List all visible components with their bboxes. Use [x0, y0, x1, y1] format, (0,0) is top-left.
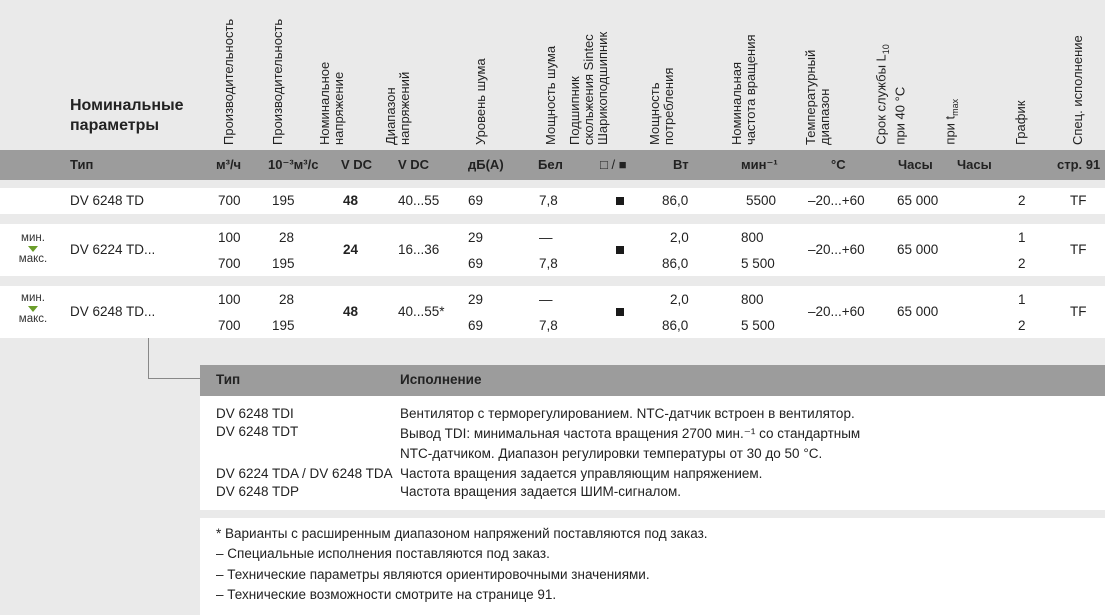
col-header-power: Мощность потребления	[647, 67, 676, 145]
cell-noise-level-max: 69	[468, 256, 484, 271]
cell-voltage-range: 40...55*	[398, 304, 445, 319]
cell-speed-min: 800	[741, 292, 764, 307]
cell-noise-level-min: 29	[468, 230, 484, 245]
cell-bearing	[616, 304, 624, 319]
col-header-flow-m3h: Производительность	[221, 18, 236, 145]
cell-power: 86,0	[662, 193, 689, 208]
unit-flow-m3h: м³/ч	[216, 157, 242, 172]
min-max-indicator: мин. макс.	[18, 232, 48, 265]
cell-temp: –20...+60	[808, 193, 865, 208]
unit-special: стр. 91	[1057, 157, 1101, 172]
col-header-special: Спец. исполнение	[1070, 35, 1085, 145]
unit-bearing: □ / ■	[600, 157, 627, 172]
col-header-noise-power: Мощность шума	[543, 45, 558, 145]
unit-type: Тип	[70, 157, 94, 172]
cell-noise-level: 69	[468, 193, 484, 208]
variants-header-type: Тип	[216, 372, 241, 387]
col-header-voltage-nom: Номинальное напряжение	[317, 61, 346, 145]
cell-speed-min: 800	[741, 230, 764, 245]
cell-noise-level-min: 29	[468, 292, 484, 307]
cell-noise-power-min: —	[539, 292, 553, 307]
unit-temp: °C	[831, 157, 846, 172]
ball-bearing-icon	[616, 246, 624, 254]
cell-speed-max: 5 500	[741, 318, 775, 333]
cell-flow-m3h-min: 100	[218, 230, 241, 245]
cell-voltage-nom: 48	[343, 304, 359, 319]
unit-speed: мин⁻¹	[741, 157, 778, 172]
cell-graph-max: 2	[1018, 256, 1026, 271]
cell-special: TF	[1070, 242, 1087, 257]
cell-graph: 2	[1018, 193, 1026, 208]
unit-power: Вт	[673, 157, 689, 172]
row-type: DV 6248 TD...	[70, 304, 156, 319]
cell-flow-m3h: 700	[218, 193, 241, 208]
col-header-graph: График	[1013, 100, 1028, 145]
col-header-flow-ls: Производительность	[270, 18, 285, 145]
unit-flow-ls: 10⁻³м³/с	[268, 157, 319, 172]
cell-temp: –20...+60	[808, 304, 865, 319]
col-header-speed: Номинальная частота вращения	[729, 34, 758, 145]
min-max-indicator: мин. макс.	[18, 292, 48, 325]
cell-power-min: 2,0	[670, 292, 689, 307]
col-header-noise-level: Уровень шума	[473, 58, 488, 145]
cell-voltage-range: 40...55	[398, 193, 440, 208]
arrow-down-icon	[28, 306, 38, 312]
cell-power-min: 2,0	[670, 230, 689, 245]
variants-header	[200, 365, 1105, 396]
ball-bearing-icon	[616, 308, 624, 316]
cell-voltage-range: 16...36	[398, 242, 440, 257]
variants-header-execution: Исполнение	[400, 372, 482, 387]
col-header-temp: Температурный диапазон	[803, 49, 832, 145]
connector-line	[148, 338, 149, 379]
variant-type: DV 6248 TDT	[216, 424, 299, 439]
unit-noise-level: дБ(A)	[468, 157, 504, 172]
note: – Технические параметры являются ориентировочными значениями.	[216, 567, 650, 582]
cell-flow-ls-max: 195	[272, 256, 295, 271]
cell-flow-ls: 195	[272, 193, 295, 208]
row-type: DV 6224 TD...	[70, 242, 156, 257]
note: – Технические возможности смотрите на странице 91.	[216, 587, 557, 602]
connector-line	[148, 378, 200, 379]
cell-flow-m3h-min: 100	[218, 292, 241, 307]
cell-life: 65 000	[897, 193, 939, 208]
cell-power-max: 86,0	[662, 256, 689, 271]
row-type: DV 6248 TD	[70, 193, 145, 208]
cell-voltage-nom: 48	[343, 193, 359, 208]
variant-description: NTC-датчиком. Диапазон регулировки температуры от 30 до 50 °C.	[400, 446, 823, 461]
note: – Специальные исполнения поставляются под заказ.	[216, 546, 550, 561]
cell-life: 65 000	[897, 304, 939, 319]
cell-bearing	[616, 242, 624, 257]
cell-graph-min: 1	[1018, 292, 1026, 307]
cell-power-max: 86,0	[662, 318, 689, 333]
cell-life: 65 000	[897, 242, 939, 257]
col-header-bearing: Подшипник скольжения Sintec Шарикоподшипник	[567, 31, 610, 145]
cell-voltage-nom: 24	[343, 242, 359, 257]
cell-noise-power-min: —	[539, 230, 553, 245]
cell-flow-m3h-max: 700	[218, 318, 241, 333]
cell-flow-ls-min: 28	[279, 230, 295, 245]
cell-graph-max: 2	[1018, 318, 1026, 333]
unit-voltage-nom: V DC	[341, 157, 373, 172]
variant-description: Вывод TDI: минимальная частота вращения 2700 мин.⁻¹ со стандартным	[400, 426, 861, 441]
variant-description: Частота вращения задается управляющим напряжением.	[400, 466, 763, 481]
cell-speed-max: 5 500	[741, 256, 775, 271]
cell-noise-power-max: 7,8	[539, 318, 558, 333]
cell-noise-power-max: 7,8	[539, 256, 558, 271]
variant-type: DV 6224 TDA / DV 6248 TDA	[216, 466, 393, 481]
unit-life-tmax: Часы	[957, 157, 992, 172]
section-title: Номинальные параметры	[70, 97, 184, 134]
cell-bearing	[616, 193, 624, 208]
col-header-life-tmax: при $t_{max}$	[942, 99, 960, 145]
variant-description: Вентилятор с терморегулированием. NTC-датчик встроен в вентилятор.	[400, 406, 855, 421]
unit-voltage-range: V DC	[398, 157, 430, 172]
cell-special: TF	[1070, 304, 1087, 319]
cell-flow-ls-max: 195	[272, 318, 295, 333]
arrow-down-icon	[28, 246, 38, 252]
note: * Варианты с расширенным диапазоном напряжений поставляются под заказ.	[216, 526, 708, 541]
cell-flow-ls-min: 28	[279, 292, 295, 307]
variant-type: DV 6248 TDI	[216, 406, 294, 421]
cell-speed: 5500	[746, 193, 777, 208]
col-header-life: Срок службы $L_{10}$ при 40 °C	[873, 44, 907, 145]
cell-temp: –20...+60	[808, 242, 865, 257]
unit-life: Часы	[898, 157, 933, 172]
variant-description: Частота вращения задается ШИМ-сигналом.	[400, 484, 682, 499]
cell-noise-level-max: 69	[468, 318, 484, 333]
cell-noise-power: 7,8	[539, 193, 558, 208]
variant-type: DV 6248 TDP	[216, 484, 300, 499]
ball-bearing-icon	[616, 197, 624, 205]
cell-graph-min: 1	[1018, 230, 1026, 245]
col-header-voltage-range: Диапазон напряжений	[383, 71, 412, 145]
unit-noise-power: Бел	[538, 157, 563, 172]
cell-flow-m3h-max: 700	[218, 256, 241, 271]
cell-special: TF	[1070, 193, 1087, 208]
